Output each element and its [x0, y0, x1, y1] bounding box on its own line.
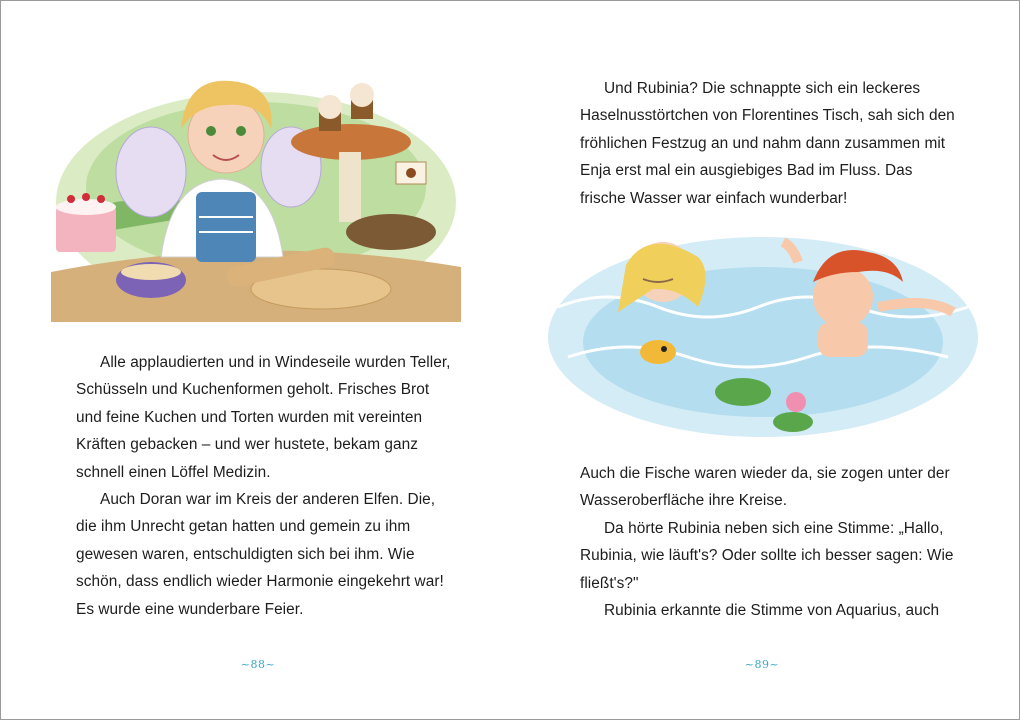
baking-elf-illustration [51, 67, 461, 322]
paragraph: Und Rubinia? Die schnappte sich ein leckeres Haselnusstörtchen von Florentines Tisch, sah sich den fröhlichen Festzug an und nahm dann zusammen mit Enja erst mal ein ausgiebiges Bad im Fluss. Das frische Wasser war einfach wunderbar! [580, 80, 955, 207]
paragraph: Auch die Fische waren wieder da, sie zogen unter der Wasseroberfläche ihre Kreise. [580, 465, 950, 510]
left-page [1, 1, 510, 719]
page-number: ~88~ [240, 658, 276, 671]
left-page-text [76, 349, 456, 623]
swimming-fairies-illustration [548, 227, 978, 452]
paragraph: Da hörte Rubinia neben sich eine Stimme: „Hallo, Rubinia, wie läuft's? Oder sollte ich besser sagen: Wie fließt's?" [580, 519, 954, 592]
right-page [510, 1, 1019, 719]
page-number: ~89~ [744, 658, 780, 671]
right-page-text-bottom [580, 460, 960, 624]
paragraph: Rubinia erkannte die Stimme von Aquarius, auch [604, 602, 940, 620]
right-page-text-top [580, 75, 960, 212]
paragraph: Alle applaudierten und in Windeseile wurden Teller, Schüsseln und Kuchenformen geholt. Frisches Brot und feine Kuchen und Torten wurden mit vereinten Kräften gebacken – und wer hustete, bekam ganz schnell einen Löffel Medizin. [76, 354, 451, 481]
paragraph: Auch Doran war im Kreis der anderen Elfen. Die, die ihm Unrecht getan hatten und gemein zu ihm gewesen waren, entschuldigten sich bei ihm. Wie schön, dass endlich wieder Harmonie eingekehrt war! Es wurde eine wunderbare Feier. [76, 491, 444, 618]
